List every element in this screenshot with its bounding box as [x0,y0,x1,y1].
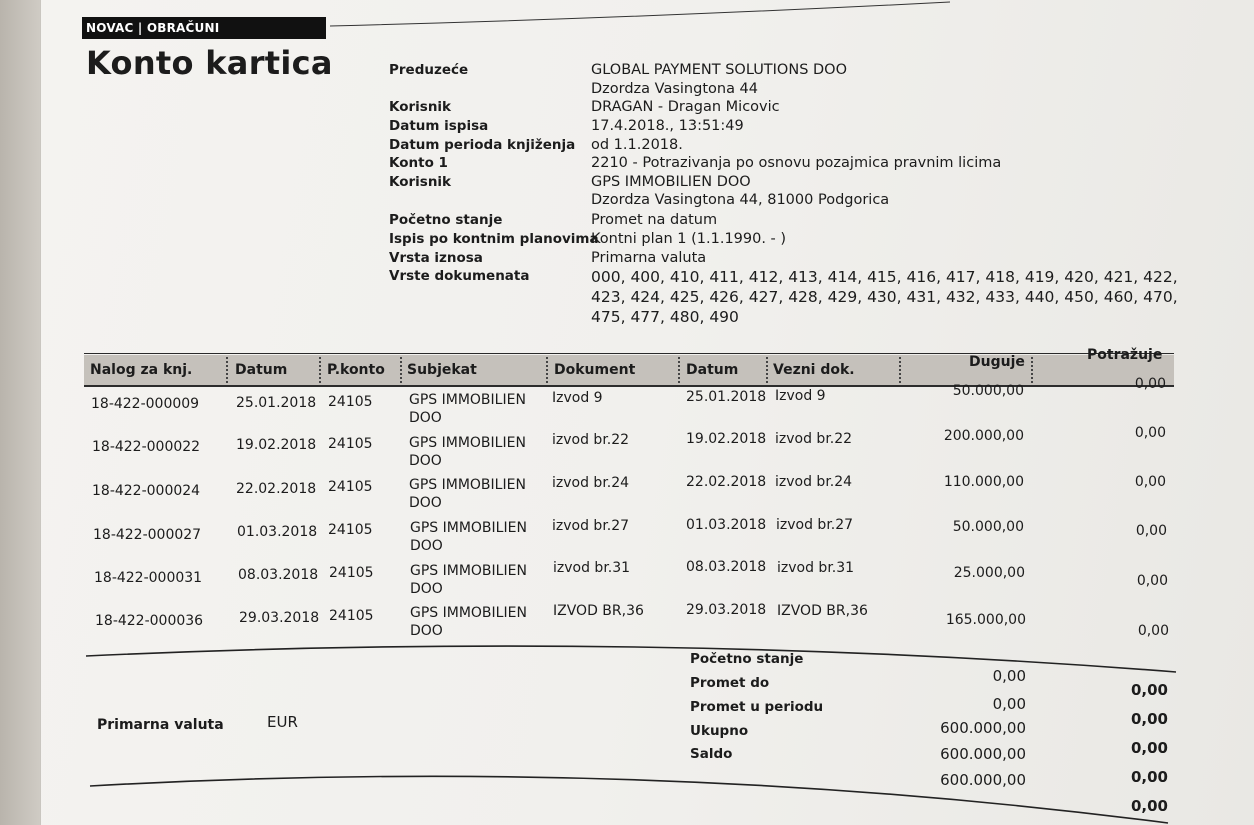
summary-credit-turnover-to: 0,00 [1130,710,1168,728]
cell-doc-date: 25.01.2018 [686,389,767,405]
cell-linked-doc: izvod br.27 [776,517,854,533]
summary-label-balance: Saldo [690,746,733,762]
col-header-account: P.konto [327,362,385,378]
info-label: Korisnik [389,174,452,190]
cell-order: 18-422-000024 [92,483,201,499]
cell-credit: 0,00 [1134,425,1166,441]
info-value: GPS IMMOBILIEN DOO [591,174,751,190]
col-separator [678,357,680,383]
info-label: Preduzeće [389,62,469,78]
col-separator [319,357,321,383]
cell-order: 18-422-000031 [94,570,203,586]
cell-doc-date: 19.02.2018 [686,431,767,447]
col-separator [899,357,901,383]
cell-doc-date: 29.03.2018 [686,602,767,618]
cell-debit: 165.000,00 [945,612,1026,628]
cell-credit: 0,00 [1134,376,1166,392]
cell-document: izvod br.22 [552,432,630,448]
info-label: Datum ispisa [389,118,489,134]
cell-document: izvod br.27 [552,518,630,534]
summary-debit-opening: 0,00 [992,667,1026,685]
cell-linked-doc: izvod br.24 [775,474,853,490]
cell-subject: GPS IMMOBILIEN DOO [410,520,527,554]
info-value: 000, 400, 410, 411, 412, 413, 414, 415, 416, 417, 418, 419, 420, 421, 422, [591,268,1178,286]
cell-order: 18-422-000027 [93,527,202,543]
info-value: DRAGAN - Dragan Micovic [591,99,780,115]
info-value: GLOBAL PAYMENT SOLUTIONS DOO [591,62,848,78]
info-value: 475, 477, 480, 490 [591,308,739,326]
cell-doc-date: 22.02.2018 [686,474,767,490]
cell-linked-doc: izvod br.31 [777,560,855,576]
info-label: Vrsta iznosa [389,250,483,266]
cell-subject: GPS IMMOBILIEN DOO [409,392,526,426]
col-header-document: Dokument [554,362,636,378]
cell-date: 01.03.2018 [237,524,318,540]
cell-date: 08.03.2018 [238,567,319,583]
info-value: Kontni plan 1 (1.1.1990. - ) [591,231,787,247]
info-value: 2210 - Potrazivanja po osnovu pozajmica pravnim licima [591,155,1002,171]
cell-linked-doc: IZVOD BR,36 [777,603,868,619]
cell-debit: 50.000,00 [952,383,1024,399]
cell-linked-doc: Izvod 9 [775,388,826,404]
cell-doc-date: 08.03.2018 [686,559,767,575]
cell-subject: GPS IMMOBILIEN DOO [409,477,526,511]
cell-credit: 0,00 [1135,523,1167,539]
summary-debit-total: 600.000,00 [940,745,1026,763]
primary-currency-value: EUR [267,713,298,731]
info-value: Dzordza Vasingtona 44 [591,81,759,97]
cell-document: izvod br.24 [552,475,630,491]
col-separator [766,357,768,383]
summary-credit-balance: 0,00 [1130,797,1168,815]
summary-debit-turnover-period: 600.000,00 [940,719,1026,737]
info-value: 17.4.2018., 13:51:49 [591,118,744,134]
desk-edge [0,0,40,825]
cell-credit: 0,00 [1134,474,1166,490]
summary-label-turnover-period: Promet u periodu [690,699,824,715]
summary-debit-turnover-to: 0,00 [992,695,1026,713]
cell-date: 22.02.2018 [236,481,317,497]
cell-document: IZVOD BR,36 [553,603,644,619]
col-header-date: Datum [235,362,288,378]
primary-currency-label: Primarna valuta [97,717,224,733]
col-separator [400,357,402,383]
summary-debit-balance: 600.000,00 [940,771,1026,789]
info-label: Korisnik [389,99,452,115]
col-header-subject: Subjekat [407,362,477,378]
cell-account: 24105 [329,608,374,624]
info-label: Vrste dokumenata [389,268,530,284]
cell-date: 29.03.2018 [239,610,320,626]
col-header-order: Nalog za knj. [90,362,193,378]
col-separator [226,357,228,383]
cell-debit: 110.000,00 [943,474,1024,490]
summary-label-turnover-to: Promet do [690,675,770,691]
cell-order: 18-422-000009 [91,396,200,412]
info-value: Promet na datum [591,212,718,228]
cell-credit: 0,00 [1137,623,1169,639]
cell-document: Izvod 9 [552,390,603,406]
cell-account: 24105 [328,522,373,538]
cell-credit: 0,00 [1136,573,1168,589]
info-value: od 1.1.2018. [591,137,683,153]
col-header-linked-doc: Vezni dok. [773,362,855,378]
cell-document: izvod br.31 [553,560,631,576]
section-badge: NOVAC | OBRAČUNI [82,17,326,39]
summary-label-opening: Početno stanje [690,651,804,667]
cell-debit: 25.000,00 [953,565,1025,581]
cell-doc-date: 01.03.2018 [686,517,767,533]
col-header-debit: Duguje [969,354,1025,370]
cell-debit: 200.000,00 [943,428,1024,444]
summary-credit-turnover-period: 0,00 [1130,739,1168,757]
summary-credit-total: 0,00 [1130,768,1168,786]
info-value: Primarna valuta [591,250,707,266]
info-label: Početno stanje [389,212,503,228]
col-header-credit: Potražuje [1087,347,1163,363]
cell-account: 24105 [328,394,373,410]
cell-date: 19.02.2018 [236,437,317,453]
cell-linked-doc: izvod br.22 [775,431,853,447]
info-label: Konto 1 [389,155,448,171]
summary-label-total: Ukupno [690,723,749,739]
cell-subject: GPS IMMOBILIEN DOO [409,435,526,469]
info-label: Ispis po kontnim planovima [389,231,599,247]
cell-subject: GPS IMMOBILIEN DOO [410,605,527,639]
cell-date: 25.01.2018 [236,395,317,411]
cell-order: 18-422-000022 [92,439,201,455]
cell-account: 24105 [328,479,373,495]
cell-debit: 50.000,00 [952,519,1024,535]
col-separator [546,357,548,383]
cell-account: 24105 [328,436,373,452]
info-value: 423, 424, 425, 426, 427, 428, 429, 430, 431, 432, 433, 440, 450, 460, 470, [591,288,1178,306]
page-title: Konto kartica [86,44,333,82]
cell-order: 18-422-000036 [95,613,204,629]
info-value: Dzordza Vasingtona 44, 81000 Podgorica [591,192,890,208]
cell-subject: GPS IMMOBILIEN DOO [410,563,527,597]
col-header-doc-date: Datum [686,362,739,378]
cell-account: 24105 [329,565,374,581]
info-label: Datum perioda knjiženja [389,137,576,153]
summary-credit-opening: 0,00 [1130,681,1168,699]
